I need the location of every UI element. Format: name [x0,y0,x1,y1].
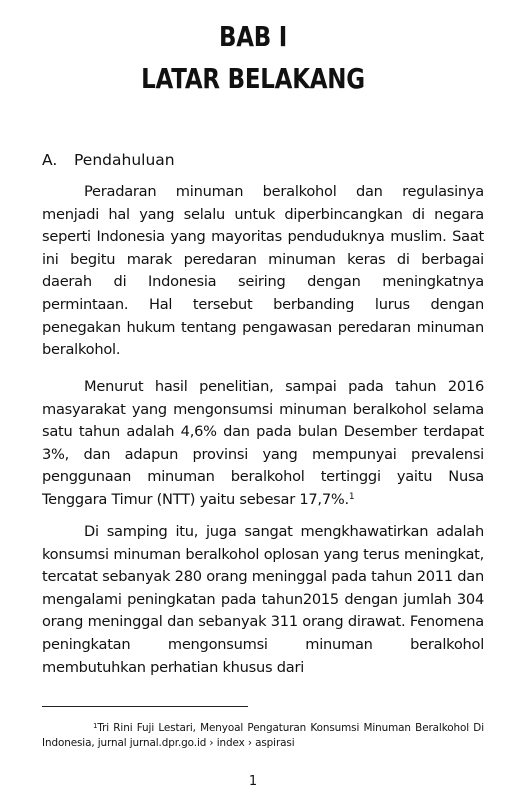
section-number: A. [42,151,58,169]
footnote-marker: 1 [93,722,98,730]
section-title: Pendahuluan [74,151,175,169]
paragraph: Peradaran minuman beralkohol dan regulasinya menjadi hal yang selalu untuk diperbincangkan di negara seperti Indonesia yang mayoritas penduduknya muslim. Saat ini begitu marak peredaran minuman keras di berbagai daerah di Indonesia seiring dengan meningkatnya permintaan. Hal tersebut berbanding lurus dengan penegakan hukum tentang pengawasan peredaran minuman beralkohol. [42,183,484,359]
paragraph-text: Menurut hasil penelitian, sampai pada tahun 2016 masyarakat yang mengonsumsi minuman beralkohol selama satu tahun adalah 4,6% dan pada bulan Desember terdapat 3%, dan adapun provinsi yang mempunyai prevalensi penggunaan minuman beralkohol tertinggi yaitu Nusa Tenggara Timur (NTT) yaitu sebesar 17,7%. [42,378,484,508]
section-heading [42,151,175,169]
footnote-reference[interactable]: 1 [348,491,355,502]
footnote [42,719,484,750]
paragraph [42,376,484,512]
paragraph: Di samping itu, juga sangat mengkhawatirkan adalah konsumsi minuman beralkohol oplosan yang terus meningkat, tercatat sebanyak 280 orang meninggal pada tahun 2011 dan mengalami peningkatan pada tahun2015 dengan jumlah 304 orang meninggal dan sebanyak 311 orang dirawat. Fenomena peningkatan mengonsumsi minuman beralkohol membutuhkan perhatian khusus dari [42,523,484,676]
page-number: 1 [248,774,258,789]
chapter-number: BAB I [218,20,288,53]
chapter-title: LATAR BELAKANG [141,62,365,95]
footnote-divider [42,706,248,707]
footnote-text: Tri Rini Fuji Lestari, Menyoal Pengaturan Konsumsi Minuman Beralkohol Di Indonesia, jurnal jurnal.dpr.go.id › index › aspirasi [42,722,484,749]
